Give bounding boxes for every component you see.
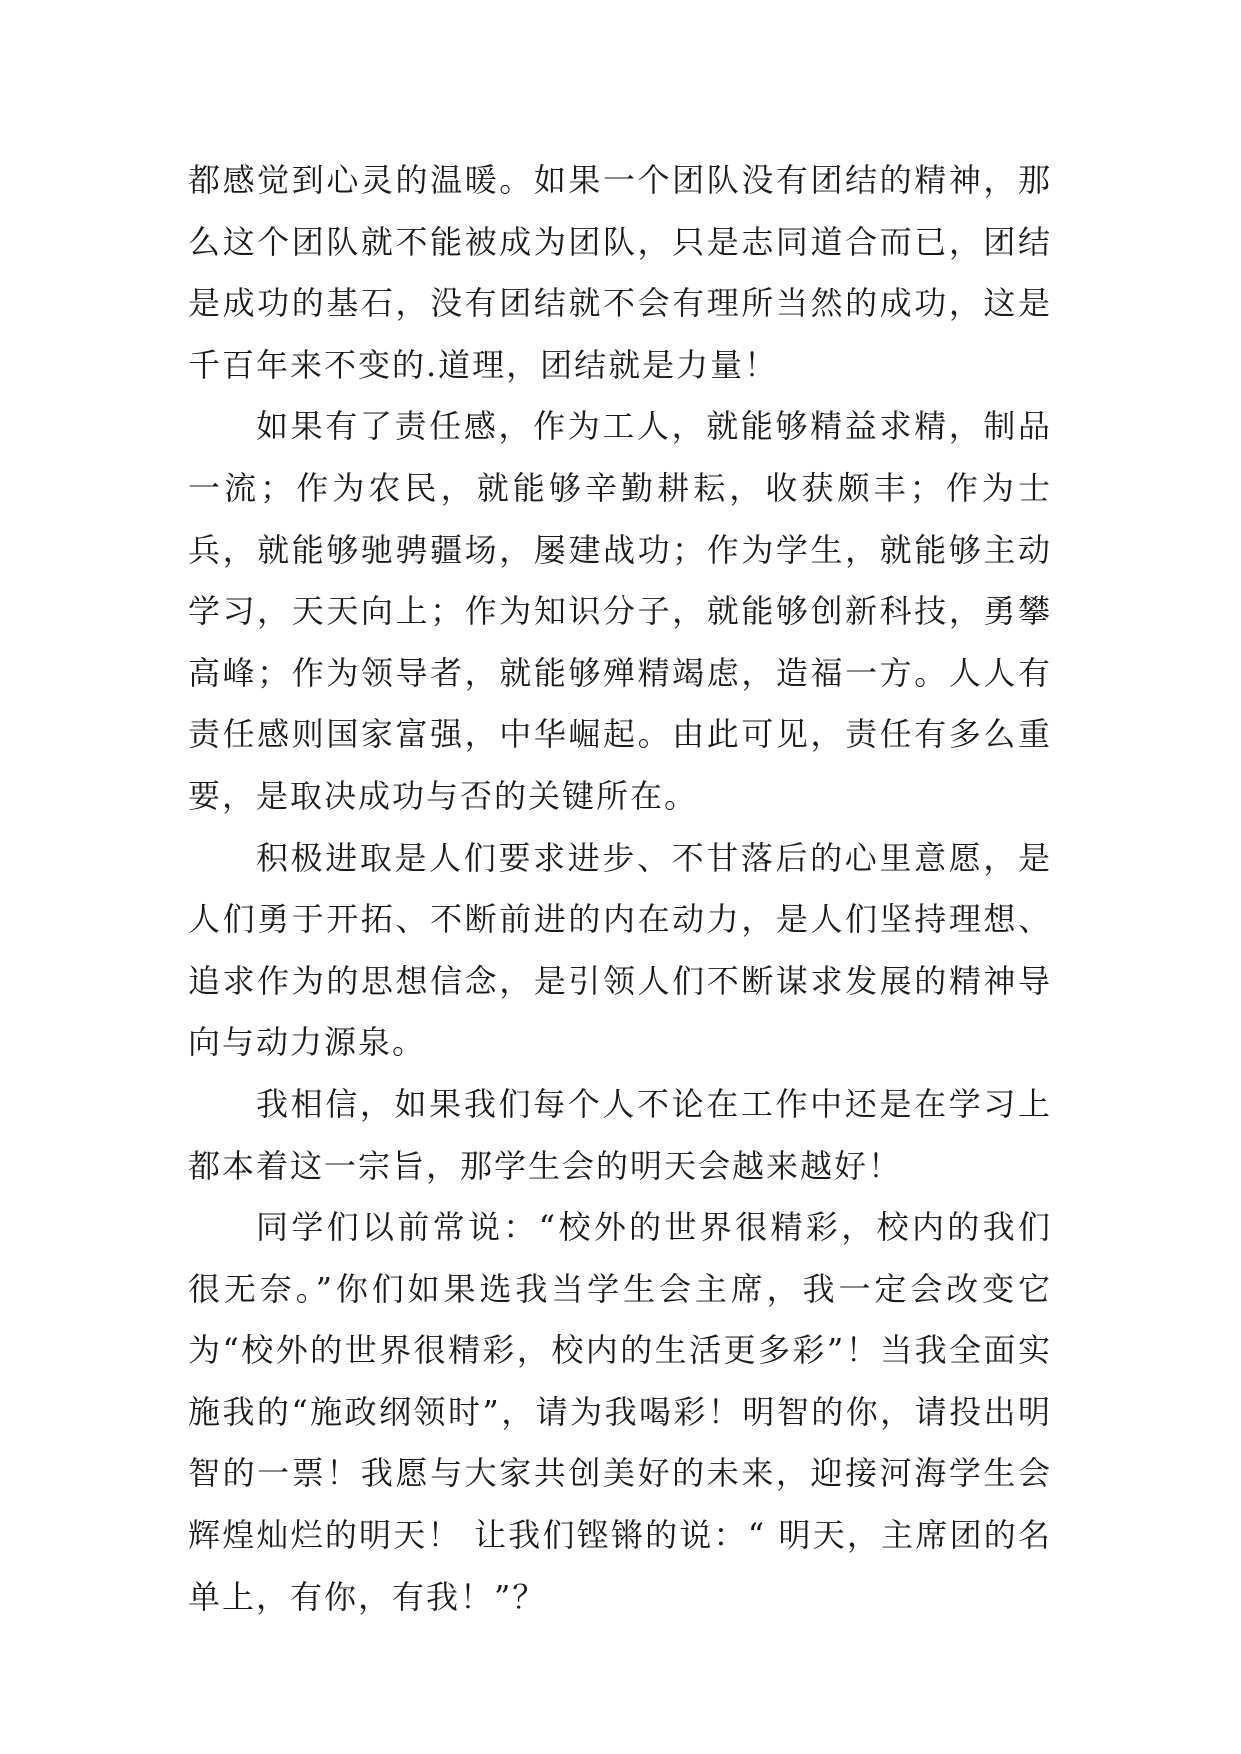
paragraph-closing: 同学们以前常说：“校外的世界很精彩，校内的我们很无奈。”你们如果选我当学生会主席，我一定会改变它为“校外的世界很精彩，校内的生活更多彩”！当我全面实施我的“施政纲领时”，请为我喝彩！明智的你，请投出明智的一票！我愿与大家共创美好的未来，迎接河海学生会辉煌灿烂的明天！ 让我们铿锵的说：“ 明天，主席团的名单上，有你，有我！”？ bbox=[188, 1208, 1052, 1616]
paragraph-unity: 都感觉到心灵的温暖。如果一个团队没有团结的精神，那么这个团队就不能被成为团队，只是志同道合而已，团结是成功的基石，没有团结就不会有理所当然的成功，这是千百年来不变的.道理，团结就是力量！ bbox=[188, 161, 1052, 384]
paragraph-belief: 我相信，如果我们每个人不论在工作中还是在学习上都本着这一宗旨，那学生会的明天会越来越好！ bbox=[188, 1084, 1052, 1185]
paragraph-enterprise: 积极进取是人们要求进步、不甘落后的心里意愿，是人们勇于开拓、不断前进的内在动力，是人们坚持理想、追求作为的思想信念，是引领人们不断谋求发展的精神导向与动力源泉。 bbox=[188, 838, 1052, 1062]
document-body bbox=[188, 150, 1052, 1628]
paragraph-responsibility: 如果有了责任感，作为工人，就能够精益求精，制品一流；作为农民，就能够辛勤耕耘，收获颇丰；作为士兵，就能够驰骋疆场，屡建战功；作为学生，就能够主动学习，天天向上；作为知识分子，就能够创新科技，勇攀高峰；作为领导者，就能够殚精竭虑，造福一方。人人有责任感则国家富强，中华崛起。由此可见，责任有多么重要，是取决成功与否的关键所在。 bbox=[188, 407, 1052, 815]
